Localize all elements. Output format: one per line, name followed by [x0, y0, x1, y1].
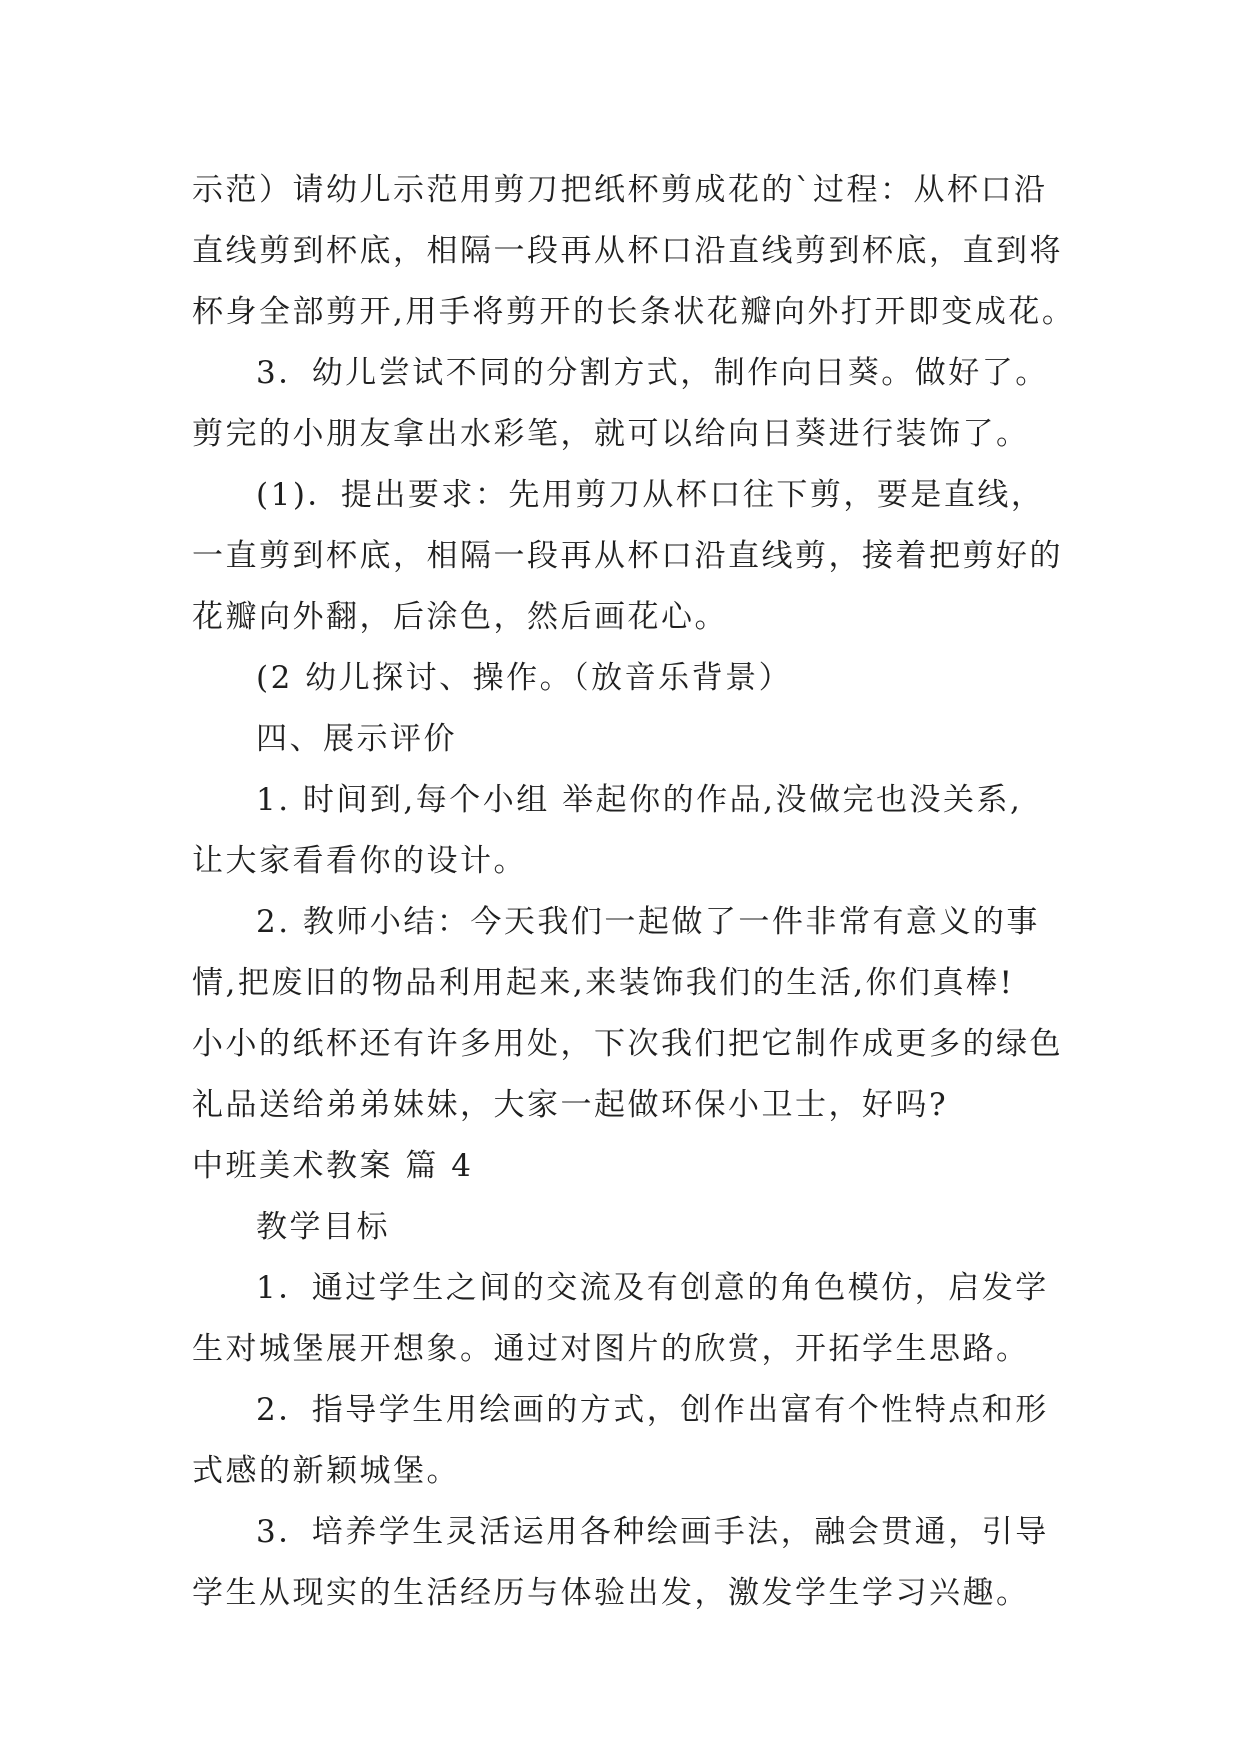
section-heading: 教学目标: [256, 1209, 390, 1245]
text-line: 3．幼儿尝试不同的分割方式，制作向日葵。做好了。: [256, 355, 1049, 391]
text-line: (1)．提出要求：先用剪刀从杯口往下剪，要是直线，: [256, 477, 1045, 513]
document-title: 中班美术教案 篇 4: [192, 1148, 474, 1184]
document-body: [192, 160, 1076, 1624]
text-line: 花瓣向外翻，后涂色，然后画花心。: [192, 599, 728, 635]
text-line: (2 幼儿探讨、操作。（放音乐背景）: [256, 660, 793, 696]
text-line: 让大家看看你的设计。: [192, 843, 527, 879]
text-line: 示范）请幼儿示范用剪刀把纸杯剪成花的`过程：从杯口沿: [192, 172, 1048, 208]
text-line: 礼品送给弟弟妹妹，大家一起做环保小卫士，好吗?: [192, 1087, 949, 1123]
text-line: 式感的新颖城堡。: [192, 1453, 460, 1489]
text-line: 小小的纸杯还有许多用处，下次我们把它制作成更多的绿色: [192, 1026, 1063, 1062]
text-line: 杯身全部剪开,用手将剪开的长条状花瓣向外打开即变成花。: [192, 294, 1076, 330]
text-line: 一直剪到杯底，相隔一段再从杯口沿直线剪，接着把剪好的: [192, 538, 1063, 574]
text-line: 学生从现实的生活经历与体验出发，激发学生学习兴趣。: [192, 1575, 1030, 1611]
text-line: 3．培养学生灵活运用各种绘画手法，融会贯通，引导: [256, 1514, 1049, 1550]
text-line: 1. 时间到,每个小组 举起你的作品,没做完也没关系,: [256, 782, 1023, 818]
section-heading: 四、展示评价: [256, 721, 457, 757]
text-line: 2. 教师小结：今天我们一起做了一件非常有意义的事: [256, 904, 1040, 940]
text-line: 剪完的小朋友拿出水彩笔，就可以给向日葵进行装饰了。: [192, 416, 1030, 452]
text-line: 直线剪到杯底，相隔一段再从杯口沿直线剪到杯底，直到将: [192, 233, 1063, 269]
text-line: 生对城堡展开想象。通过对图片的欣赏，开拓学生思路。: [192, 1331, 1030, 1367]
text-line: 情,把废旧的物品利用起来,来装饰我们的生活,你们真棒!: [192, 965, 1015, 1001]
text-line: 1．通过学生之间的交流及有创意的角色模仿，启发学: [256, 1270, 1049, 1306]
text-line: 2．指导学生用绘画的方式，创作出富有个性特点和形: [256, 1392, 1049, 1428]
